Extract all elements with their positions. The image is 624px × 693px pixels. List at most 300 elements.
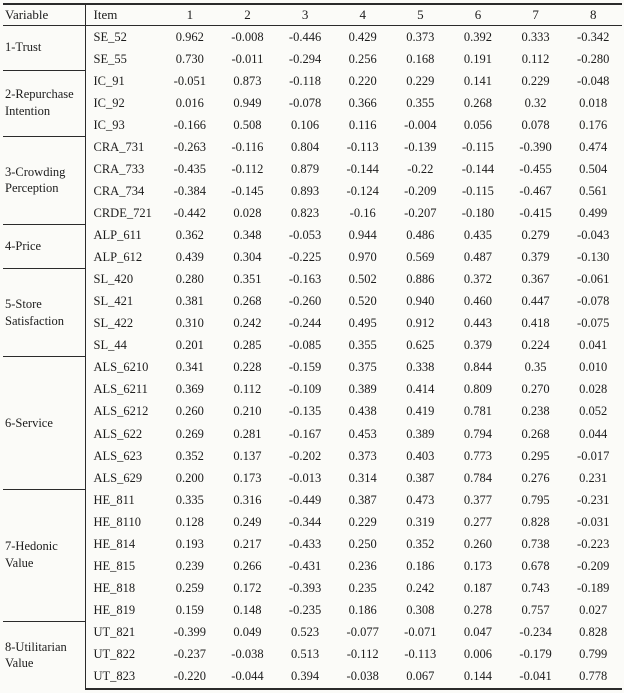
item-label: ALS_623 [93, 448, 143, 463]
loading-value: 0.367 [521, 272, 550, 287]
loading-value: 0.010 [579, 360, 608, 375]
loading-value: -0.051 [173, 73, 206, 88]
loading-value: -0.209 [404, 183, 437, 198]
loading-value: -0.455 [519, 161, 552, 176]
loading-value: 0.201 [175, 338, 204, 353]
table-row [3, 92, 622, 114]
table-row [3, 70, 622, 92]
column-header-factor-3: 3 [276, 4, 334, 26]
loading-value: -0.449 [288, 492, 322, 507]
table-header-row [3, 4, 622, 26]
loading-value: 0.499 [579, 206, 608, 221]
table-row [3, 335, 622, 357]
loading-value: -0.159 [288, 360, 322, 375]
loading-value: -0.431 [288, 558, 322, 573]
loading-value: 0.268 [521, 426, 550, 441]
loading-value: 0.314 [348, 470, 377, 485]
loading-value: 0.912 [406, 316, 435, 331]
loading-value: 0.168 [406, 51, 435, 66]
loading-value: 0.335 [175, 492, 204, 507]
factor-loading-table [3, 3, 622, 690]
item-label: ALP_612 [93, 250, 143, 265]
loading-value: -0.342 [577, 29, 610, 44]
item-label: SL_420 [93, 272, 134, 287]
item-label: HE_819 [93, 602, 136, 617]
column-header-factor-1: 1 [161, 4, 219, 26]
loading-value: -0.145 [231, 183, 264, 198]
table-row [3, 379, 622, 401]
table-row [3, 357, 622, 379]
loading-value: 0.387 [348, 492, 377, 507]
table-row [3, 621, 622, 643]
loading-value: 0.429 [348, 29, 377, 44]
loading-value: -0.109 [288, 382, 322, 397]
loading-value: 0.561 [579, 183, 608, 198]
item-label: UT_822 [93, 646, 136, 661]
loading-value: 0.310 [175, 316, 204, 331]
loading-value: 0.495 [348, 316, 377, 331]
loading-value: -0.220 [161, 666, 219, 690]
item-label: SL_421 [93, 294, 134, 309]
loading-value: -0.038 [334, 666, 392, 690]
column-header-factor-2: 2 [219, 4, 277, 26]
variable-group-label: 6-Service [3, 357, 85, 489]
loading-value: 0.394 [276, 666, 334, 690]
loading-value: -0.237 [173, 646, 206, 661]
loading-value: 0.027 [579, 602, 608, 617]
loading-value: 0.893 [291, 183, 320, 198]
table-row [3, 533, 622, 555]
column-header-item: Item [85, 4, 161, 26]
loading-value: -0.280 [577, 51, 610, 66]
table-row [3, 269, 622, 291]
item-label: ALS_6211 [93, 382, 148, 397]
table-body [3, 26, 622, 690]
item-label: HE_811 [93, 492, 135, 507]
table-row [3, 114, 622, 136]
loading-value: 0.453 [348, 426, 377, 441]
loading-value: 0.414 [406, 382, 435, 397]
loading-value: 0.210 [233, 404, 262, 419]
loading-value: 0.260 [175, 404, 204, 419]
loading-value: 0.351 [233, 272, 262, 287]
loading-value: 0.187 [463, 580, 492, 595]
loading-value: 0.044 [579, 426, 608, 441]
loading-value: 0.348 [233, 228, 262, 243]
loading-value: 0.435 [463, 228, 492, 243]
item-label: CRA_731 [93, 139, 145, 154]
loading-value: -0.244 [288, 316, 322, 331]
loading-value: -0.235 [288, 602, 322, 617]
loading-value: 0.403 [406, 448, 435, 463]
loading-value: 0.238 [521, 404, 550, 419]
table-row [3, 555, 622, 577]
loading-value: -0.435 [173, 161, 206, 176]
loading-value: -0.124 [346, 183, 379, 198]
item-label: ALP_611 [93, 228, 142, 243]
loading-value: 0.795 [521, 492, 550, 507]
loading-value: 0.443 [463, 316, 492, 331]
loading-value: 0.281 [233, 426, 262, 441]
table-row [3, 136, 622, 158]
loading-value: 0.141 [463, 73, 492, 88]
loading-value: 0.260 [463, 536, 492, 551]
loading-value: 0.269 [175, 426, 204, 441]
loading-value: -0.113 [346, 139, 379, 154]
loading-value: 0.823 [291, 206, 320, 221]
loading-value: 0.186 [348, 602, 377, 617]
column-header-factor-5: 5 [392, 4, 450, 26]
loading-value: -0.112 [346, 646, 379, 661]
loading-value: -0.234 [519, 624, 552, 639]
loading-value: 0.962 [175, 29, 204, 44]
loading-value: 0.352 [406, 536, 435, 551]
loading-value: -0.075 [577, 316, 610, 331]
loading-value: 0.173 [233, 470, 262, 485]
item-label: CRA_734 [93, 183, 145, 198]
loading-value: -0.202 [288, 448, 322, 463]
loading-value: 0.116 [348, 117, 377, 132]
table-row [3, 48, 622, 70]
loading-value: 0.259 [175, 580, 204, 595]
loading-value: -0.16 [349, 206, 376, 221]
loading-value: 0.256 [348, 51, 377, 66]
loading-value: 0.028 [233, 206, 262, 221]
loading-value: 0.229 [348, 514, 377, 529]
loading-value: 0.112 [233, 382, 262, 397]
loading-value: 0.229 [521, 73, 550, 88]
loading-value: -0.038 [231, 646, 264, 661]
loading-value: 0.625 [406, 338, 435, 353]
loading-value: 0.338 [406, 360, 435, 375]
table-header [3, 4, 622, 26]
table-row [3, 599, 622, 621]
loading-value: -0.061 [577, 272, 610, 287]
item-label: HE_818 [93, 580, 136, 595]
loading-value: 0.35 [524, 360, 547, 375]
loading-value: -0.011 [231, 51, 264, 66]
loading-value: 0.369 [175, 382, 204, 397]
loading-value: 0.279 [521, 228, 550, 243]
loading-value: 0.886 [406, 272, 435, 287]
loading-value: -0.008 [231, 29, 264, 44]
variable-group-label: 1-Trust [3, 26, 85, 71]
loading-value: 0.474 [579, 139, 608, 154]
loading-value: -0.390 [519, 139, 552, 154]
loading-value: 0.784 [463, 470, 492, 485]
loading-value: 0.381 [175, 294, 204, 309]
loading-value: 0.447 [521, 294, 550, 309]
loading-value: -0.467 [519, 183, 552, 198]
loading-value: 0.278 [463, 602, 492, 617]
loading-value: -0.112 [231, 161, 264, 176]
loading-value: 0.144 [449, 666, 507, 690]
loading-value: 0.352 [175, 448, 204, 463]
variable-group-label: 3-Crowding Perception [3, 136, 85, 224]
item-label: HE_8110 [93, 514, 141, 529]
loading-value: 0.249 [233, 514, 262, 529]
loading-value: 0.277 [463, 514, 492, 529]
loading-value: 0.944 [348, 228, 377, 243]
loading-value: 0.523 [291, 624, 320, 639]
item-label: ALS_6212 [93, 404, 149, 419]
table-row [3, 203, 622, 225]
loading-value: 0.486 [406, 228, 435, 243]
loading-value: -0.446 [288, 29, 322, 44]
loading-value: 0.295 [521, 448, 550, 463]
table-row [3, 180, 622, 202]
loading-value: 0.418 [521, 316, 550, 331]
loading-value: 0.172 [233, 580, 262, 595]
loading-value: 0.569 [406, 250, 435, 265]
loading-value: 0.186 [406, 558, 435, 573]
loading-value: -0.433 [288, 536, 322, 551]
loading-value: 0.236 [348, 558, 377, 573]
loading-value: -0.209 [577, 558, 610, 573]
item-label: ALS_622 [93, 426, 143, 441]
loading-value: 0.266 [233, 558, 262, 573]
loading-value: -0.399 [173, 624, 206, 639]
loading-value: 0.743 [521, 580, 550, 595]
loading-value: 0.738 [521, 536, 550, 551]
loading-value: 0.419 [406, 404, 435, 419]
loading-value: -0.294 [288, 51, 322, 66]
loading-value: 0.757 [521, 602, 550, 617]
column-header-factor-6: 6 [449, 4, 507, 26]
loading-value: 0.067 [392, 666, 450, 690]
loading-value: 0.873 [233, 73, 262, 88]
loading-value: -0.116 [231, 139, 264, 154]
table-row [3, 225, 622, 247]
loading-value: 0.828 [521, 514, 550, 529]
loading-value: -0.135 [288, 404, 322, 419]
variable-group-label: 4-Price [3, 225, 85, 269]
loading-value: 0.730 [175, 51, 204, 66]
loading-value: 0.879 [291, 161, 320, 176]
loading-value: -0.442 [173, 206, 206, 221]
loading-value: 0.049 [233, 624, 262, 639]
column-header-factor-4: 4 [334, 4, 392, 26]
loading-value: 0.319 [406, 514, 435, 529]
loading-value: 0.193 [175, 536, 204, 551]
loading-value: 0.173 [463, 558, 492, 573]
loading-value: 0.389 [348, 382, 377, 397]
table-row [3, 577, 622, 599]
loading-value: -0.071 [404, 624, 437, 639]
variable-group-label: 8-Utilitarian Value [3, 621, 85, 689]
column-header-variable: Variable [3, 4, 85, 26]
table-row [3, 666, 622, 690]
item-label: HE_815 [93, 558, 136, 573]
loading-value: 0.502 [348, 272, 377, 287]
loading-value: -0.167 [288, 426, 322, 441]
item-label: CRDE_721 [93, 206, 152, 221]
loading-value: -0.053 [288, 228, 322, 243]
loading-value: -0.263 [173, 139, 206, 154]
loading-value: -0.384 [173, 183, 206, 198]
table-row [3, 291, 622, 313]
loading-value: 0.389 [406, 426, 435, 441]
loading-value: 0.781 [463, 404, 492, 419]
loading-value: 0.799 [579, 646, 608, 661]
loading-value: -0.113 [404, 646, 437, 661]
item-label: SE_55 [93, 51, 127, 66]
table-row [3, 423, 622, 445]
variable-group-label: 2-Repurchase Intention [3, 70, 85, 136]
loading-value: 0.828 [579, 624, 608, 639]
loading-value: 0.508 [233, 117, 262, 132]
item-label: ALS_6210 [93, 360, 149, 375]
loading-value: 0.304 [233, 250, 262, 265]
loading-value: -0.118 [289, 73, 321, 88]
loading-value: 0.316 [233, 492, 262, 507]
loading-value: -0.078 [577, 294, 610, 309]
item-label: IC_92 [93, 95, 125, 110]
table-row [3, 643, 622, 665]
loading-value: 0.112 [521, 51, 550, 66]
loading-value: -0.044 [219, 666, 277, 690]
item-label: SL_422 [93, 316, 134, 331]
item-label: UT_821 [93, 624, 136, 639]
loading-value: 0.228 [233, 360, 262, 375]
loading-value: -0.344 [288, 514, 322, 529]
loading-value: 0.016 [175, 95, 204, 110]
loading-value: 0.270 [521, 382, 550, 397]
loading-value: 0.229 [406, 73, 435, 88]
loading-value: 0.794 [463, 426, 492, 441]
loading-value: 0.513 [291, 646, 320, 661]
loading-value: 0.285 [233, 338, 262, 353]
item-label: UT_823 [85, 666, 161, 690]
loading-value: 0.809 [463, 382, 492, 397]
loading-value: -0.031 [577, 514, 610, 529]
loading-value: 0.220 [348, 73, 377, 88]
loading-value: 0.32 [524, 95, 547, 110]
table-row [3, 158, 622, 180]
loading-value: 0.235 [348, 580, 377, 595]
loading-value: -0.048 [577, 73, 610, 88]
loading-value: 0.375 [348, 360, 377, 375]
table-row [3, 313, 622, 335]
variable-group-label: 5-Store Satisfaction [3, 269, 85, 357]
loading-value: 0.970 [348, 250, 377, 265]
loading-value: 0.940 [406, 294, 435, 309]
loading-value: 0.520 [348, 294, 377, 309]
loading-value: 0.176 [579, 117, 608, 132]
loading-value: 0.242 [406, 580, 435, 595]
loading-value: -0.144 [461, 161, 495, 176]
column-header-factor-7: 7 [507, 4, 565, 26]
loading-value: 0.778 [564, 666, 622, 690]
loading-value: 0.268 [463, 95, 492, 110]
loading-value: 0.276 [521, 470, 550, 485]
table-row [3, 445, 622, 467]
loading-value: 0.439 [175, 250, 204, 265]
loading-value: -0.017 [577, 448, 610, 463]
item-label: HE_814 [93, 536, 136, 551]
loading-value: 0.373 [406, 29, 435, 44]
loading-value: 0.052 [579, 404, 608, 419]
loading-value: 0.217 [233, 536, 262, 551]
loading-value: 0.106 [291, 117, 320, 132]
loading-value: 0.137 [233, 448, 262, 463]
loading-value: -0.393 [288, 580, 322, 595]
loading-value: 0.949 [233, 95, 262, 110]
loading-value: -0.077 [346, 624, 379, 639]
loading-value: 0.804 [291, 139, 320, 154]
loading-value: -0.078 [288, 95, 322, 110]
loading-value: -0.260 [288, 294, 322, 309]
loading-value: 0.200 [175, 470, 204, 485]
table-row [3, 26, 622, 49]
loading-value: 0.504 [579, 161, 608, 176]
loading-value: -0.144 [346, 161, 379, 176]
loading-value: -0.231 [577, 492, 610, 507]
loading-value: 0.231 [579, 470, 608, 485]
loading-value: -0.180 [461, 206, 495, 221]
loading-value: 0.280 [175, 272, 204, 287]
loading-value: 0.355 [348, 338, 377, 353]
loading-value: 0.128 [175, 514, 204, 529]
loading-value: 0.333 [521, 29, 550, 44]
loading-value: -0.415 [519, 206, 552, 221]
loading-value: -0.223 [577, 536, 610, 551]
item-label: ALS_629 [93, 470, 143, 485]
loading-value: 0.268 [233, 294, 262, 309]
loading-value: 0.438 [348, 404, 377, 419]
loading-value: 0.678 [521, 558, 550, 573]
loading-value: 0.242 [233, 316, 262, 331]
loading-value: 0.373 [348, 448, 377, 463]
loading-value: -0.166 [173, 117, 206, 132]
loading-value: 0.341 [175, 360, 204, 375]
loading-value: 0.366 [348, 95, 377, 110]
loading-value: 0.362 [175, 228, 204, 243]
table-row [3, 467, 622, 489]
loading-value: 0.460 [463, 294, 492, 309]
loading-value: 0.387 [406, 470, 435, 485]
loading-value: -0.179 [519, 646, 552, 661]
loading-value: 0.379 [463, 338, 492, 353]
loading-value: 0.224 [521, 338, 550, 353]
loading-value: 0.355 [406, 95, 435, 110]
loading-value: 0.844 [463, 360, 492, 375]
loading-value: 0.392 [463, 29, 492, 44]
item-label: SL_44 [93, 338, 127, 353]
loading-value: -0.043 [577, 228, 610, 243]
loading-value: 0.308 [406, 602, 435, 617]
loading-value: -0.013 [288, 470, 322, 485]
item-label: CRA_733 [93, 161, 145, 176]
loading-value: 0.377 [463, 492, 492, 507]
loading-value: 0.148 [233, 602, 262, 617]
loading-value: 0.041 [579, 338, 608, 353]
loading-value: -0.041 [507, 666, 565, 690]
loading-value: -0.163 [288, 272, 322, 287]
table-row [3, 489, 622, 511]
loading-value: 0.028 [579, 382, 608, 397]
loading-value: 0.250 [348, 536, 377, 551]
loading-value: 0.047 [463, 624, 492, 639]
column-header-factor-8: 8 [564, 4, 622, 26]
table-row [3, 401, 622, 423]
loading-value: 0.372 [463, 272, 492, 287]
loading-value: 0.006 [463, 646, 492, 661]
loading-value: 0.239 [175, 558, 204, 573]
table-row [3, 511, 622, 533]
loading-value: -0.115 [462, 183, 494, 198]
item-label: SE_52 [93, 29, 127, 44]
